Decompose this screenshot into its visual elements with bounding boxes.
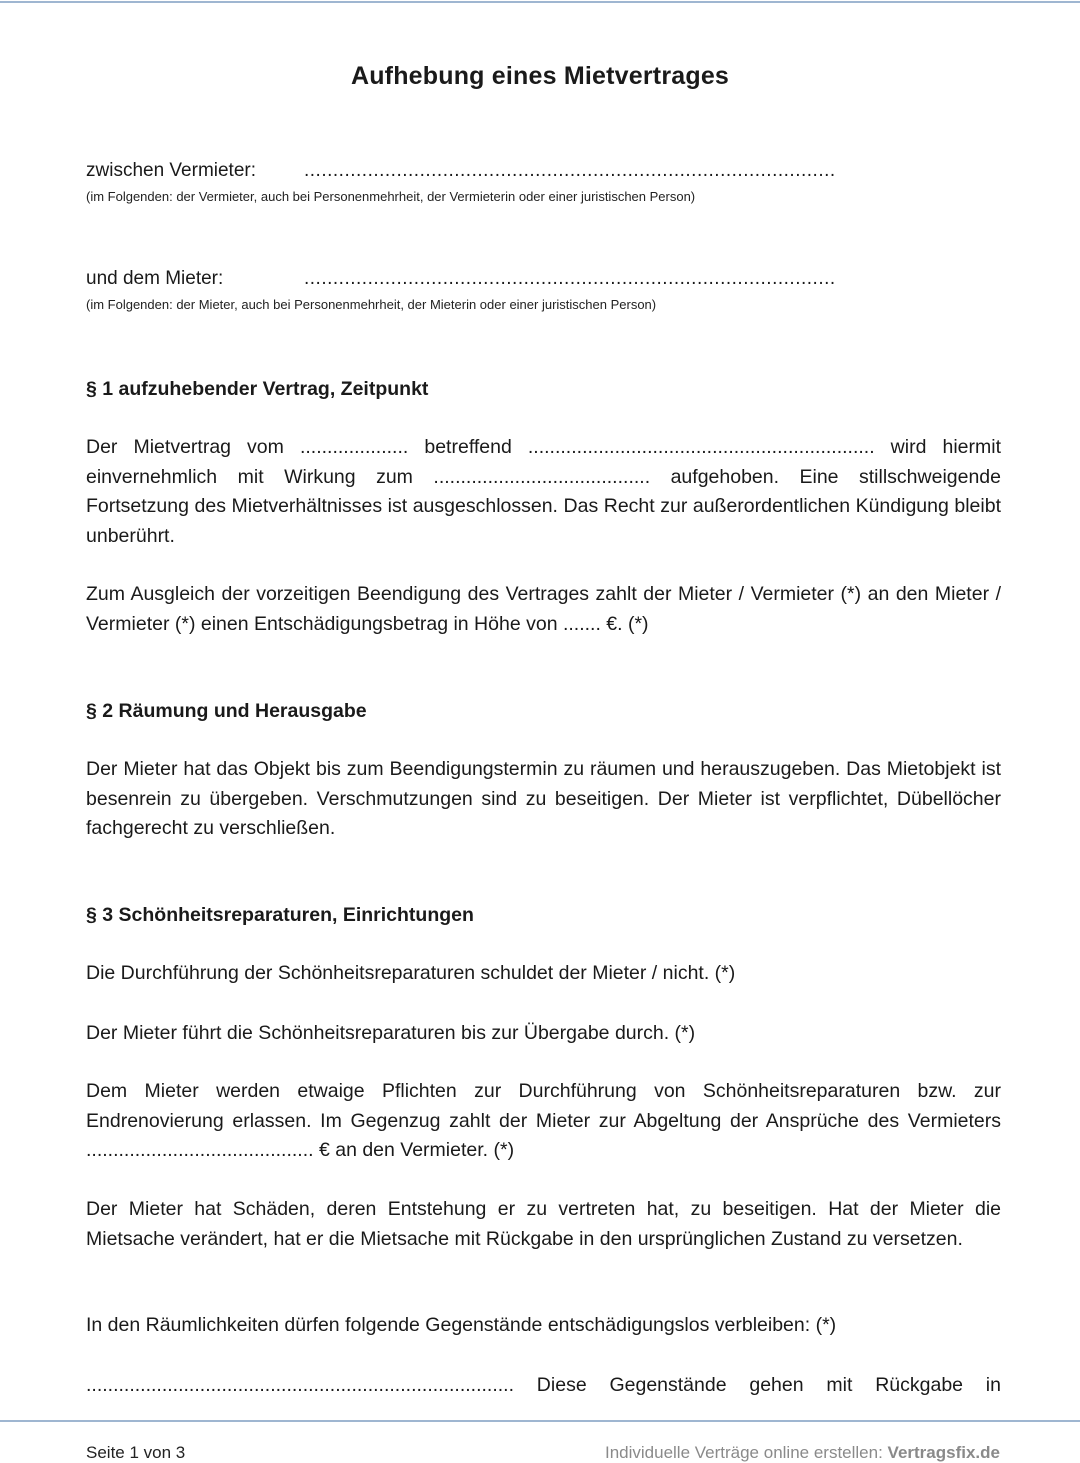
top-divider [0,1,1080,3]
tenant-fill-line: ............................................................................................ [304,268,836,289]
footer-promo [605,1443,1000,1463]
section-3-paragraph-4: Der Mieter hat Schäden, deren Entstehung er zu vertreten hat, zu beseitigen. Hat der Mieter die Mietsache verändert, hat er die Mietsache mit Rückgabe in den ursprünglichen Zustand zu versetzen. [86,1198,1001,1250]
page-number: Seite 1 von 3 [86,1443,186,1462]
section-2-paragraph-1: Der Mieter hat das Objekt bis zum Beendigungstermin zu räumen und herauszugeben. Das Mietobjekt ist besenrein zu übergeben. Verschmutzungen sind zu beseitigen. Der Mieter ist verpflichtet, Dübellöcher fachgerecht zu verschließen. [86,758,1001,839]
landlord-note: (im Folgenden: der Vermieter, auch bei Personenmehrheit, der Vermieterin oder einer juristischen Person) [86,189,696,204]
bottom-divider [0,1420,1080,1422]
section-3-paragraph-2: Der Mieter führt die Schönheitsreparaturen bis zur Übergabe durch. (*) [86,1022,696,1044]
section-1-paragraph-2: Zum Ausgleich der vorzeitigen Beendigung des Vertrages zahlt der Mieter / Vermieter (*) an den Mieter / Vermieter (*) einen Entschädigungsbetrag in Höhe von ....... €. (*) [86,583,1001,635]
landlord-label: zwischen Vermieter: [86,160,257,181]
footer-promo-text: Individuelle Verträge online erstellen: [604,1443,888,1462]
document-title: Aufhebung eines Mietvertrages [350,62,730,90]
section-1-paragraph-1: Der Mietvertrag vom .................... betreffend ................................................................ wird hiermit einvernehmlich mit Wirkung zum ........................................ aufgehoben. Eine stillschweigende Fortsetzung des Mietverhältnisses ist ausgeschlossen. Das Recht zur außerordentlichen Kündigung bleibt unberührt. [86,436,1001,547]
section-3-paragraph-3: Dem Mieter werden etwaige Pflichten zur Durchführung von Schönheitsreparaturen bzw. zur Endrenovierung erlassen. Im Gegenzug zahlt der Mieter zur Abgeltung der Ansprüche des Vermieters .......................................... € an den Vermieter. (*) [86,1080,1001,1161]
footer-brand-link[interactable]: Vertragsfix.de [887,1443,1000,1462]
section-2-heading: § 2 Räumung und Herausgabe [86,700,367,722]
tenant-line [86,268,836,290]
section-3-heading: § 3 Schönheitsreparaturen, Einrichtungen [86,904,474,926]
section-3-paragraph-6: ............................................................................... Diese Gegenstände gehen mit Rückgabe in [86,1374,1001,1396]
landlord-fill-line: ............................................................................................ [304,160,836,181]
landlord-line [86,160,836,182]
section-1-heading: § 1 aufzuhebender Vertrag, Zeitpunkt [86,378,429,400]
section-3-paragraph-1: Die Durchführung der Schönheitsreparaturen schuldet der Mieter / nicht. (*) [86,962,736,984]
tenant-note: (im Folgenden: der Mieter, auch bei Personenmehrheit, der Mieterin oder einer juristischen Person) [86,297,657,312]
tenant-label: und dem Mieter: [86,268,224,289]
section-3-paragraph-5: In den Räumlichkeiten dürfen folgende Gegenstände entschädigungslos verbleiben: (*) [86,1314,837,1336]
